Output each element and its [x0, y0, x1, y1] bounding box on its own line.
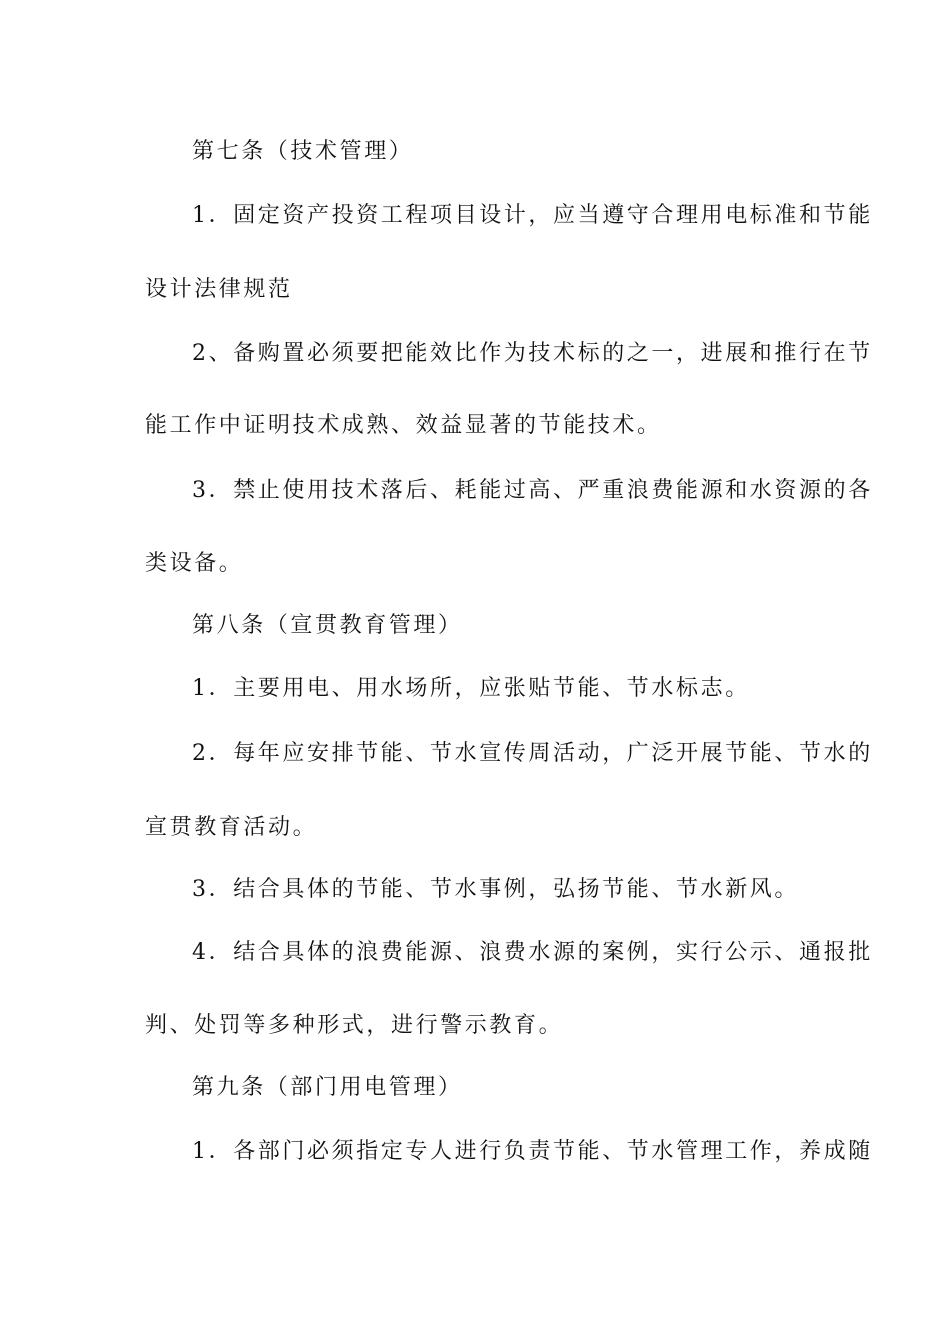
article-8-item-2-line-2: 宣贯教育活动。: [145, 815, 318, 840]
article-7-item-2-line-2: 能工作中证明技术成熟、效益显著的节能技术。: [145, 413, 662, 438]
article-8-item-3: 3．结合具体的节能、节水事例，弘扬节能、节水新风。: [192, 877, 799, 902]
article-8-heading: 第八条（宣贯教育管理）: [192, 613, 463, 638]
article-9-heading: 第九条（部门用电管理）: [192, 1075, 463, 1100]
article-7-item-3-line-2: 类设备。: [145, 551, 244, 576]
article-7-item-1-line-2: 设计法律规范: [145, 277, 293, 302]
article-8-item-4-line-2: 判、处罚等多种形式，进行警示教育。: [145, 1013, 564, 1038]
article-7-item-3-line-1: 3．禁止使用技术落后、耗能过高、严重浪费能源和水资源的各: [192, 478, 873, 503]
article-8-item-4-line-1: 4．结合具体的浪费能源、浪费水源的案例，实行公示、通报批: [192, 940, 873, 965]
article-7-item-1-line-1: 1．固定资产投资工程项目设计，应当遵守合理用电标准和节能: [192, 203, 873, 228]
article-8-item-2-line-1: 2．每年应安排节能、节水宣传周活动，广泛开展节能、节水的: [192, 741, 873, 766]
article-7-item-2-line-1: 2、备购置必须要把能效比作为技术标的之一，进展和推行在节: [192, 341, 873, 366]
article-7-heading: 第七条（技术管理）: [192, 139, 414, 164]
article-9-item-1-line-1: 1．各部门必须指定专人进行负责节能、节水管理工作，养成随: [192, 1139, 873, 1164]
article-8-item-1: 1．主要用电、用水场所，应张贴节能、节水标志。: [192, 676, 750, 701]
